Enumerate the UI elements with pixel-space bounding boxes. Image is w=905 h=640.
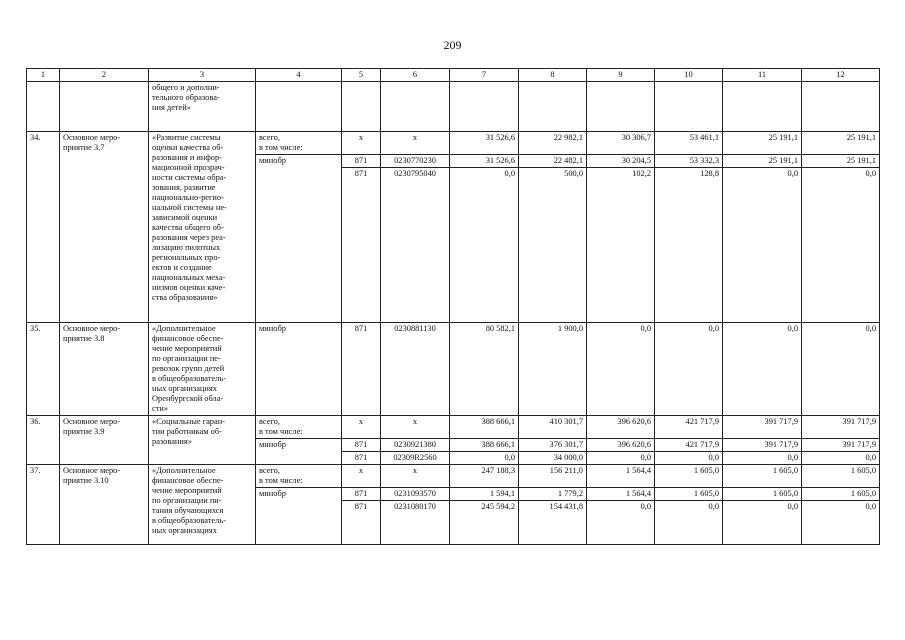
value-cell: 0,0: [802, 168, 880, 323]
table-row: [27, 323, 880, 416]
value-cell: 1 564,4: [587, 488, 655, 501]
grbs-cell: х: [342, 465, 381, 488]
column-header: 4: [256, 69, 342, 82]
table-row: [27, 465, 880, 488]
value-cell: 25 191,1: [723, 132, 802, 155]
row-number: 34.: [27, 132, 60, 323]
value-cell: 0,0: [802, 323, 880, 416]
value-cell: 1 779,2: [519, 488, 587, 501]
code-cell: 02309R2560: [381, 452, 450, 465]
grbs-cell: х: [342, 416, 381, 439]
column-header: 3: [149, 69, 256, 82]
page-number: 209: [443, 38, 462, 52]
event-name: «Дополнительное финансовое обеспе- чение мероприятий по организации пи- тания обучающихся в общеобразователь- ных организациях: [149, 465, 256, 545]
value-cell: 1 564,4: [587, 465, 655, 488]
value-cell: 102,2: [587, 168, 655, 323]
code-cell: 0231080170: [381, 501, 450, 545]
value-cell: 0,0: [723, 168, 802, 323]
grbs-cell: 871: [342, 323, 381, 416]
column-header: 11: [723, 69, 802, 82]
value-cell: 53 461,1: [655, 132, 723, 155]
value-cell: 247 188,3: [450, 465, 519, 488]
table-row: [27, 416, 880, 439]
code-cell: х: [381, 416, 450, 439]
value-cell: 25 191,1: [723, 155, 802, 168]
value-cell: 391 717,9: [802, 416, 880, 439]
value-cell: 0,0: [655, 323, 723, 416]
value-cell: 31 526,6: [450, 155, 519, 168]
column-header: 5: [342, 69, 381, 82]
column-header: 1: [27, 69, 60, 82]
value-cell: 396 620,6: [587, 416, 655, 439]
continuation-row: [27, 82, 880, 132]
grbs-cell: 871: [342, 168, 381, 323]
event-label: Основное меро- приятие 3.8: [60, 323, 149, 416]
value-cell: 0,0: [450, 168, 519, 323]
column-header: 9: [587, 69, 655, 82]
executor-cell: всего, в том числе:: [256, 416, 342, 439]
executor-cell: минобр: [256, 155, 342, 323]
value-cell: 500,0: [519, 168, 587, 323]
code-cell: х: [381, 465, 450, 488]
value-cell: 1 605,0: [723, 488, 802, 501]
value-cell: 128,8: [655, 168, 723, 323]
value-cell: 30 306,7: [587, 132, 655, 155]
event-label: Основное меро- приятие 3.10: [60, 465, 149, 545]
executor-cell: минобр: [256, 439, 342, 465]
budget-table: [26, 68, 880, 545]
value-cell: 388 666,1: [450, 439, 519, 452]
event-name: общего и дополни- тельного образова- ния детей»: [149, 82, 256, 132]
value-cell: 1 605,0: [723, 465, 802, 488]
value-cell: 396 620,6: [587, 439, 655, 452]
code-cell: 0230795040: [381, 168, 450, 323]
value-cell: 410 301,7: [519, 416, 587, 439]
executor-cell: всего, в том числе:: [256, 132, 342, 155]
value-cell: 0,0: [723, 323, 802, 416]
value-cell: 376 301,7: [519, 439, 587, 452]
code-cell: 0230921380: [381, 439, 450, 452]
row-number: 37.: [27, 465, 60, 545]
value-cell: 0,0: [802, 501, 880, 545]
code-cell: х: [381, 132, 450, 155]
value-cell: 80 582,1: [450, 323, 519, 416]
value-cell: 0,0: [655, 452, 723, 465]
row-number: 35.: [27, 323, 60, 416]
grbs-cell: 871: [342, 155, 381, 168]
column-header: 2: [60, 69, 149, 82]
column-header: 6: [381, 69, 450, 82]
executor-cell: минобр: [256, 323, 342, 416]
value-cell: 1 605,0: [802, 488, 880, 501]
value-cell: 1 605,0: [655, 488, 723, 501]
code-cell: 0230770230: [381, 155, 450, 168]
value-cell: 0,0: [723, 452, 802, 465]
value-cell: 391 717,9: [802, 439, 880, 452]
event-name: «Дополнительное финансовое обеспе- чение мероприятий по организации пе- ревозок групп детей в общеобразователь- ных организациях Оренбургской обла- сти»: [149, 323, 256, 416]
value-cell: 25 191,1: [802, 155, 880, 168]
event-label: Основное меро- приятие 3.9: [60, 416, 149, 465]
event-label: Основное меро- приятие 3.7: [60, 132, 149, 323]
row-number: 36.: [27, 416, 60, 465]
value-cell: 0,0: [587, 323, 655, 416]
header-row: [27, 69, 880, 82]
value-cell: 0,0: [802, 452, 880, 465]
value-cell: 0,0: [587, 501, 655, 545]
grbs-cell: 871: [342, 488, 381, 501]
value-cell: 1 594,1: [450, 488, 519, 501]
value-cell: 53 332,3: [655, 155, 723, 168]
value-cell: 421 717,9: [655, 416, 723, 439]
value-cell: 0,0: [655, 501, 723, 545]
value-cell: 388 666,1: [450, 416, 519, 439]
executor-cell: минобр: [256, 488, 342, 545]
grbs-cell: 871: [342, 501, 381, 545]
value-cell: 25 191,1: [802, 132, 880, 155]
code-cell: 0230881130: [381, 323, 450, 416]
value-cell: 22 482,1: [519, 155, 587, 168]
value-cell: 1 900,0: [519, 323, 587, 416]
value-cell: 156 211,0: [519, 465, 587, 488]
value-cell: 22 982,1: [519, 132, 587, 155]
value-cell: 245 594,2: [450, 501, 519, 545]
value-cell: 1 605,0: [655, 465, 723, 488]
value-cell: 391 717,9: [723, 439, 802, 452]
value-cell: 30 204,5: [587, 155, 655, 168]
event-name: «Развитие системы оценки качества об- разования и инфор- мационной прозрач- ности системы обра- зования, развитие национально-регио- нальной системы не- зависимой оценки качества общего об- разования через реа- лизацию пилотных региональных про- ектов и создание национальных меха- низмов оценки каче- ства образования»: [149, 132, 256, 323]
column-header: 10: [655, 69, 723, 82]
value-cell: 0,0: [450, 452, 519, 465]
grbs-cell: 871: [342, 452, 381, 465]
value-cell: 391 717,9: [723, 416, 802, 439]
value-cell: 34 000,0: [519, 452, 587, 465]
value-cell: 0,0: [723, 501, 802, 545]
code-cell: 0231093570: [381, 488, 450, 501]
column-header: 7: [450, 69, 519, 82]
value-cell: 0,0: [587, 452, 655, 465]
value-cell: 31 526,6: [450, 132, 519, 155]
value-cell: 154 431,8: [519, 501, 587, 545]
column-header: 8: [519, 69, 587, 82]
event-name: «Социальные гаран- тии работникам об- разования»: [149, 416, 256, 465]
column-header: 12: [802, 69, 880, 82]
table-row: [27, 132, 880, 155]
grbs-cell: х: [342, 132, 381, 155]
value-cell: 1 605,0: [802, 465, 880, 488]
grbs-cell: 871: [342, 439, 381, 452]
executor-cell: всего, в том числе:: [256, 465, 342, 488]
value-cell: 421 717,9: [655, 439, 723, 452]
